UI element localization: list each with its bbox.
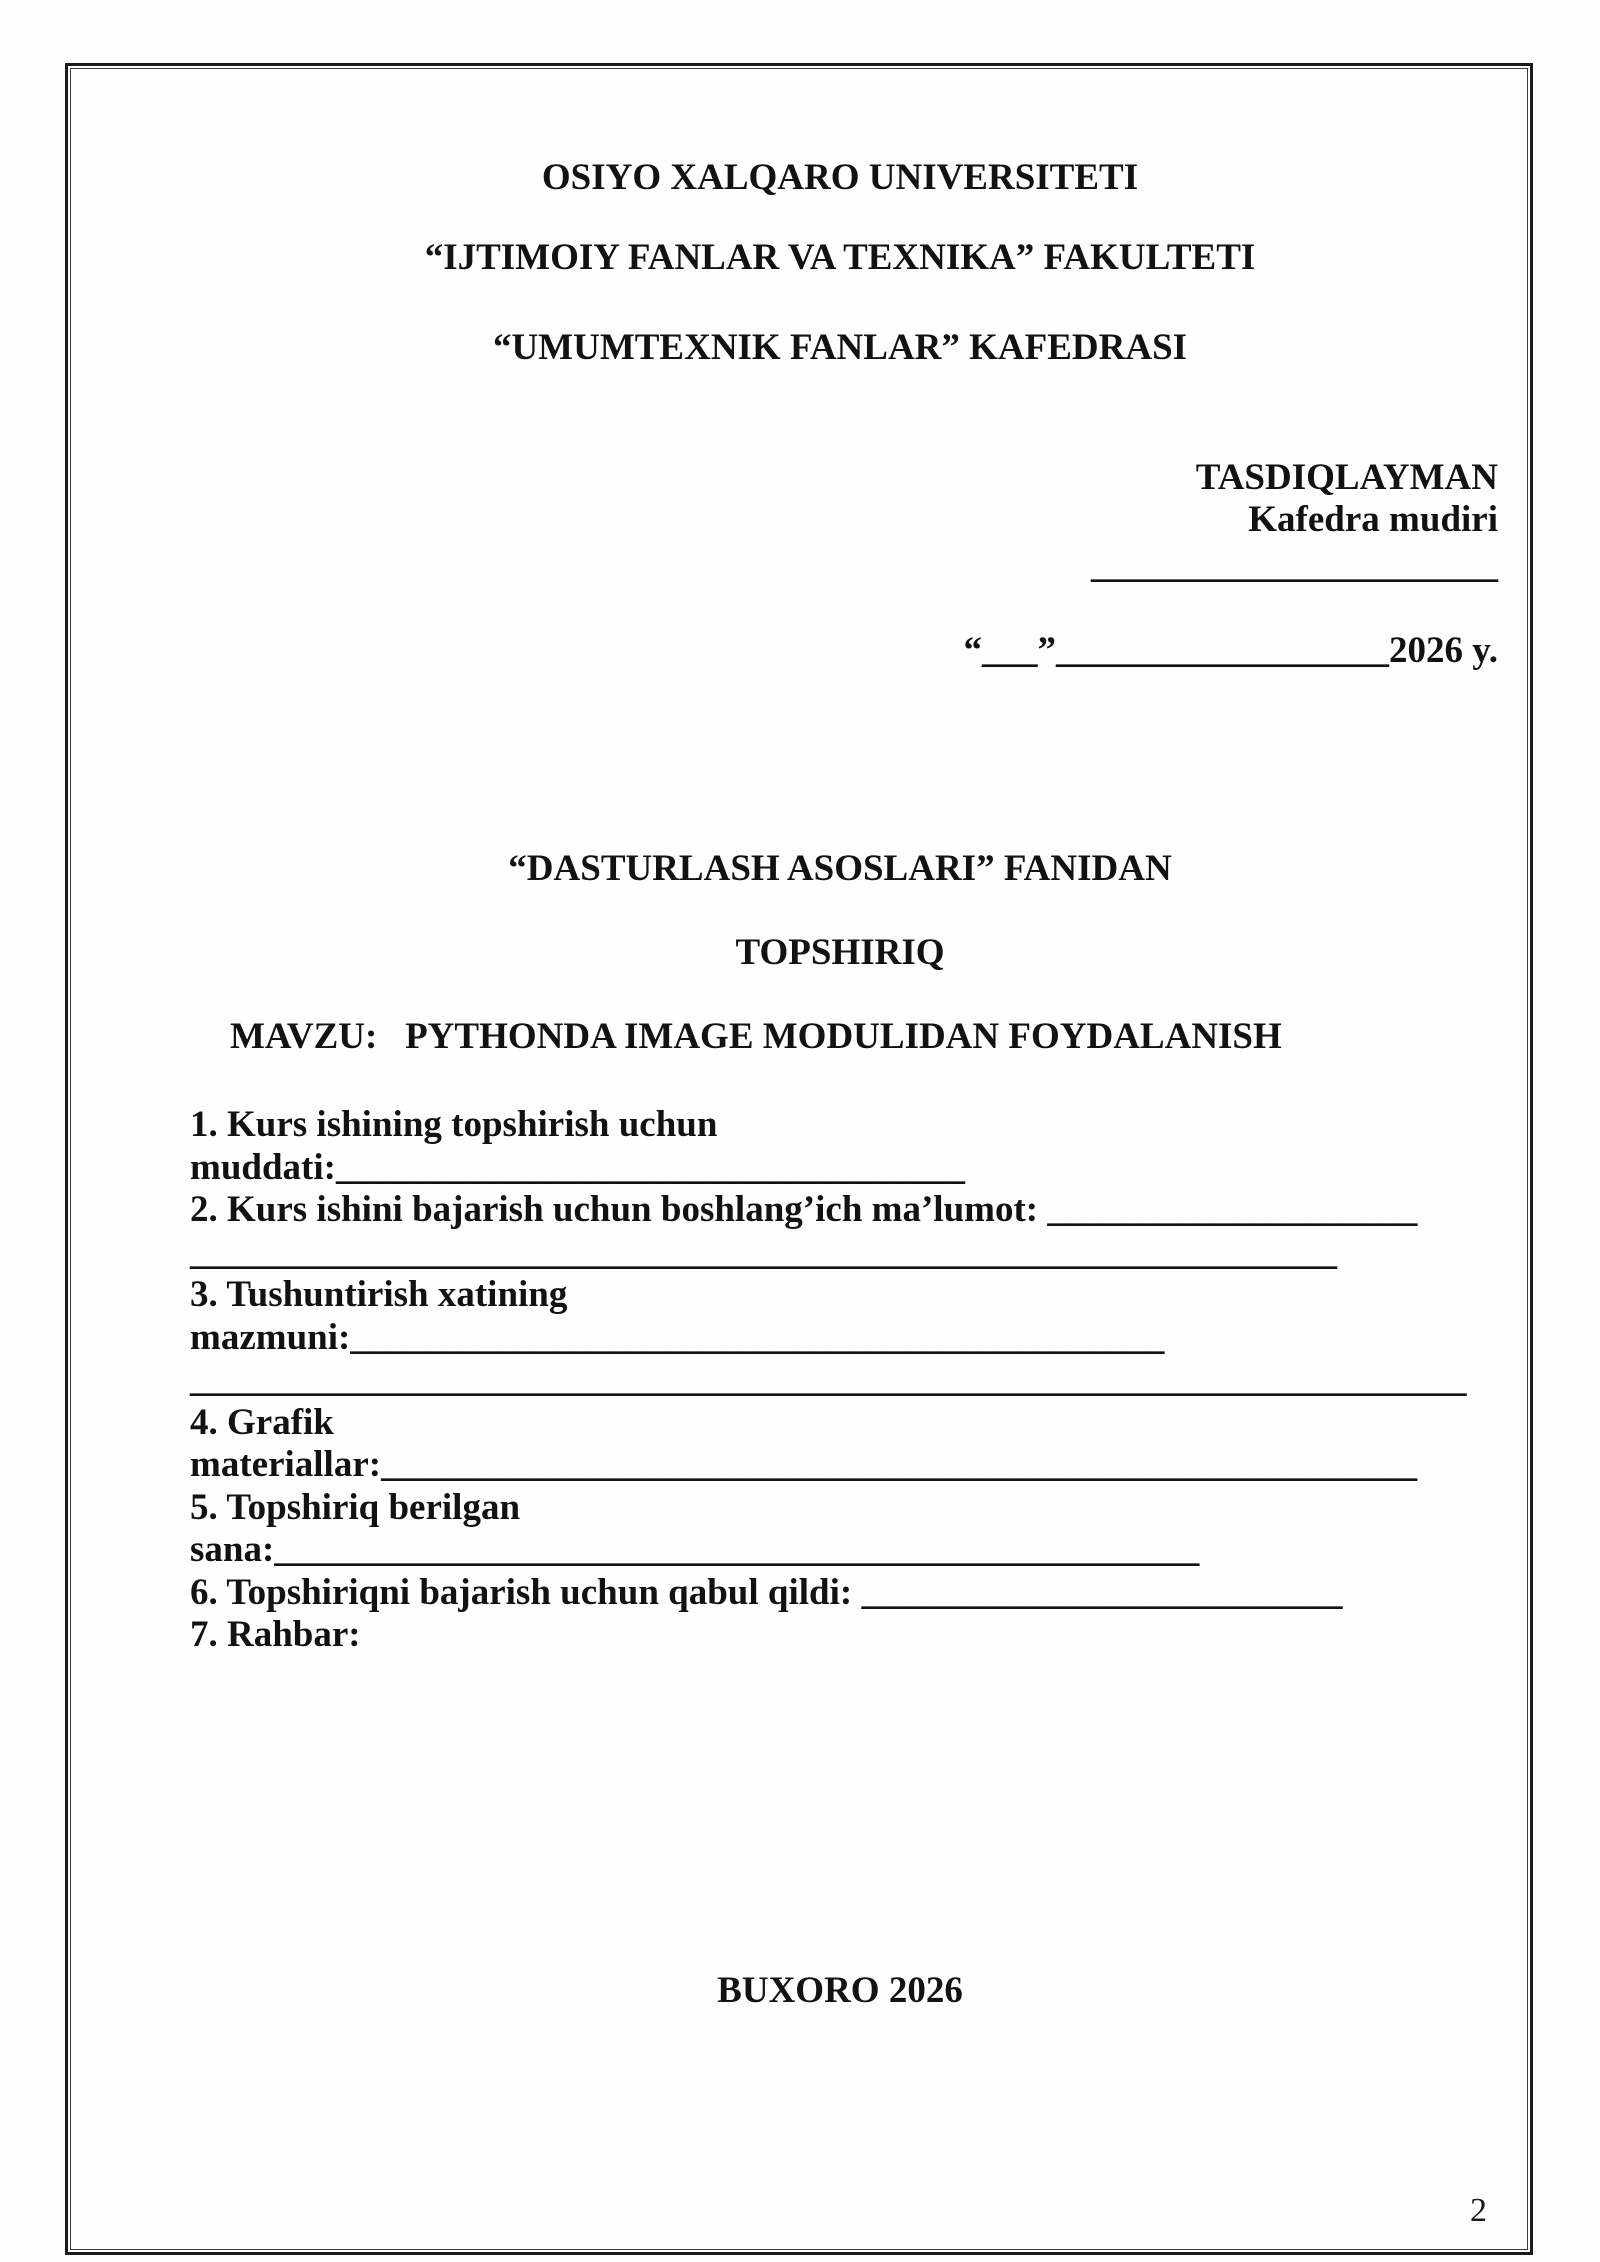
assignment-line-8: 4. Grafik (190, 1401, 334, 1443)
assignment-line-10: 5. Topshiriq berilgan (190, 1486, 521, 1528)
university-name: OSIYO XALQARO UNIVERSITETI (541, 157, 1139, 198)
assignment-line-7: _____________________________________________________________________ (190, 1359, 1467, 1400)
subject-title: “DASTURLASH ASOSLARI” FANIDAN (508, 848, 1172, 889)
assignment-form (190, 1104, 1490, 1657)
assignment-line-11: sana:__________________________________________________ (190, 1529, 1200, 1570)
city-year: BUXORO 2026 (717, 1970, 963, 2011)
page-number: 2 (1470, 2192, 1487, 2229)
assignment-line-9: materiallar:________________________________________________________ (190, 1444, 1418, 1485)
topic-title: MAVZU: PYTHONDA IMAGE MODULIDAN FOYDALANISH (230, 1016, 1282, 1057)
assignment-line-6: mazmuni:____________________________________________ (190, 1316, 1165, 1358)
assignment-line-1: 1. Kurs ishining topshirish uchun (190, 1104, 718, 1145)
faculty-name: “IJTIMOIY FANLAR VA TEXNIKA” FAKULTETI (424, 237, 1256, 278)
approval-signature-line: ______________________ (1091, 545, 1498, 586)
assignment-line-4: ______________________________________________________________ (190, 1231, 1337, 1273)
assignment-line-5: 3. Tushuntirish xatining (190, 1274, 568, 1315)
approval-heading: TASDIQLAYMAN (1195, 457, 1498, 498)
approver-title: Kafedra mudiri (1248, 499, 1498, 540)
assignment-line-3: 2. Kurs ishini bajarish uchun boshlang’ich ma’lumot: ____________________ (190, 1189, 1418, 1230)
assignment-line-12: 6. Topshiriqni bajarish uchun qabul qildi: __________________________ (190, 1571, 1343, 1613)
assignment-line-2: muddati:__________________________________ (190, 1146, 965, 1188)
assignment-line-13: 7. Rahbar: (190, 1614, 361, 1655)
approval-date-line: “___”__________________2026 y. (963, 630, 1498, 671)
document-type-title: TOPSHIRIQ (735, 932, 945, 973)
department-name: “UMUMTEXNIK FANLAR” KAFEDRASI (492, 327, 1188, 368)
